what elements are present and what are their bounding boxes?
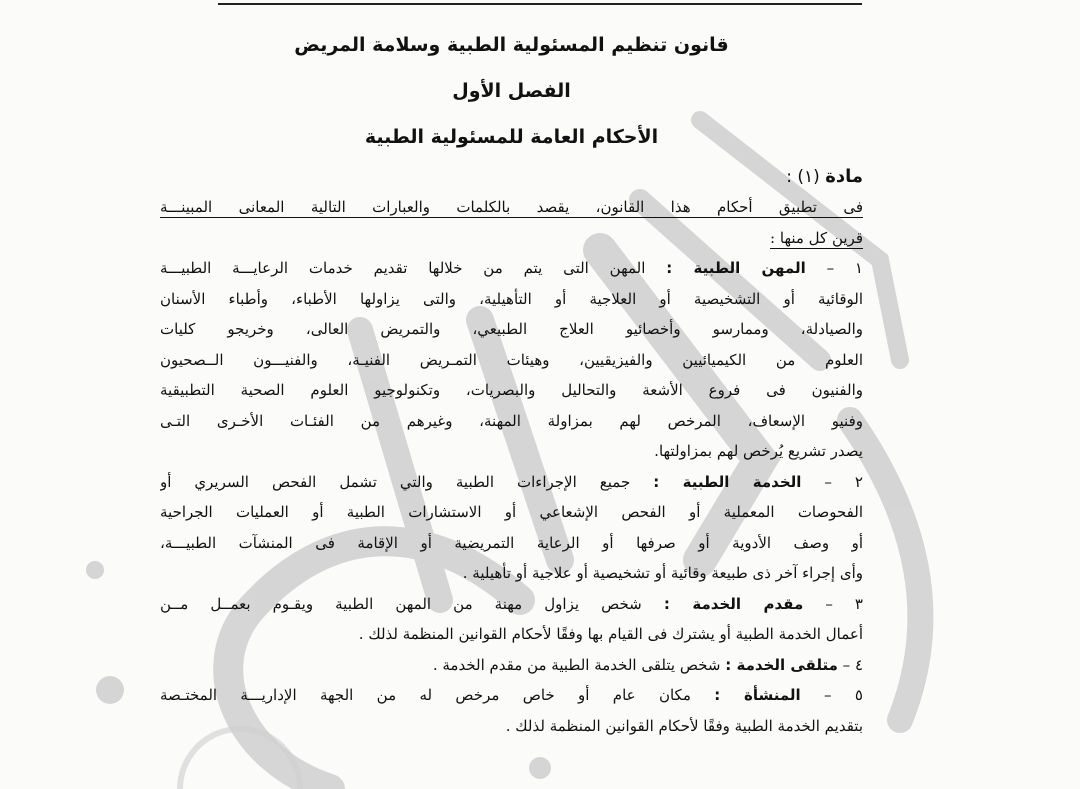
definition-4-number: ٤ –	[842, 655, 863, 674]
definition-1-number: ١ –	[826, 259, 863, 277]
definition-3-text: شخص يزاول مهنة من المهن الطبية ويقـوم بعمــل مــن	[160, 594, 642, 613]
article-label: مادة	[825, 166, 863, 187]
definition-3-number: ٣ –	[825, 594, 863, 613]
definition-5-number: ٥ –	[824, 686, 863, 704]
definition-2-number: ٢ –	[824, 472, 863, 491]
definition-3-line-1	[160, 589, 863, 620]
definition-2-line-3: أو وصف الأدوية أو صرفها أو الرعاية التمريضية أو الإقامة فى المنشآت الطبيـــة،	[160, 533, 863, 552]
definition-1-line-3: والصيادلة، وممارسو وأخصائيو العلاج الطبيعي، والتمريض العالى، وخريجو كليات	[160, 320, 863, 338]
definition-5-term: المنشأة :	[714, 686, 801, 704]
document-page	[160, 22, 863, 741]
definition-1-term: المهن الطبية :	[666, 259, 806, 277]
definition-1-line-7: يصدر تشريع يُرخص لهم بمزاولتها.	[654, 442, 863, 460]
definition-4-line-1	[160, 650, 863, 681]
definition-4-term: متلقى الخدمة :	[725, 655, 838, 674]
definition-1-line-4: العلوم من الكيميائيين والفيزيقيين، وهيئات التمـريض الفنيـة، والفنيـــون الــصحيون	[160, 350, 863, 369]
article-heading	[160, 162, 863, 192]
definition-1-line-5: والفنيون فى فروع الأشعة والتحاليل والبصريات، وتكنولوجيو العلوم الصحية التطبيقية	[160, 381, 863, 399]
top-rule	[218, 3, 862, 5]
definition-2-line-1	[160, 467, 863, 498]
definition-1-line-2: الوقائية أو التشخيصية أو العلاجية أو التأهيلية، والتى يزاولها الأطباء، وأطباء الأسنان	[160, 289, 863, 308]
definition-5-line-2: بتقديم الخدمة الطبية وفقًا لأحكام القوانين المنظمة لذلك .	[505, 716, 863, 735]
definition-2-line-2: الفحوصات المعملية أو الفحص الإشعاعي أو الاستشارات الطبية أو العمليات الجراحية	[160, 503, 863, 521]
article-number: (١) :	[786, 167, 820, 187]
intro-line-2: قرين كل منها :	[770, 228, 863, 247]
definition-2-text: جميع الإجراءات الطبية والتي تشمل الفحص السريري أو	[160, 472, 631, 491]
definition-2-line-4: وأى إجراء آخر ذى طبيعة وقائية أو تشخيصية أو علاجية أو تأهيلية .	[462, 564, 863, 582]
definition-3-line-2: أعمال الخدمة الطبية أو يشترك فى القيام بها وفقًا لأحكام القوانين المنظمة لذلك .	[358, 625, 863, 643]
definition-2-term: الخدمة الطبية :	[653, 472, 802, 491]
chapter-title: الأحكام العامة للمسئولية الطبية	[364, 126, 659, 148]
definition-1-text: المهن التى يتم من خلالها تقديم خدمات الرعايـــة الطبيـــة	[160, 259, 646, 277]
document-title: قانون تنظيم المسئولية الطبية وسلامة المريض	[294, 34, 729, 56]
intro-line-1: فى تطبيق أحكام هذا القانون، يقصد بالكلمات والعبارات التالية المعانى المبينـــة	[160, 198, 863, 216]
definition-1-line-1	[160, 253, 863, 284]
definition-3-term: مقدم الخدمة :	[663, 594, 804, 613]
definition-4-text: شخص يتلقى الخدمة الطبية من مقدم الخدمة .	[432, 655, 721, 674]
chapter-heading: الفصل الأول	[452, 80, 571, 102]
definition-1-line-6: وفنيو الإسعاف، المرخص لهم بمزاولة المهنة، وغيرهم من الفئـات الأخـرى التـى	[160, 411, 863, 430]
definition-5-text: مكان عام أو خاص مرخص له من الجهة الإداريـــة المختـصة	[160, 686, 691, 704]
definition-5-line-1	[160, 680, 863, 711]
